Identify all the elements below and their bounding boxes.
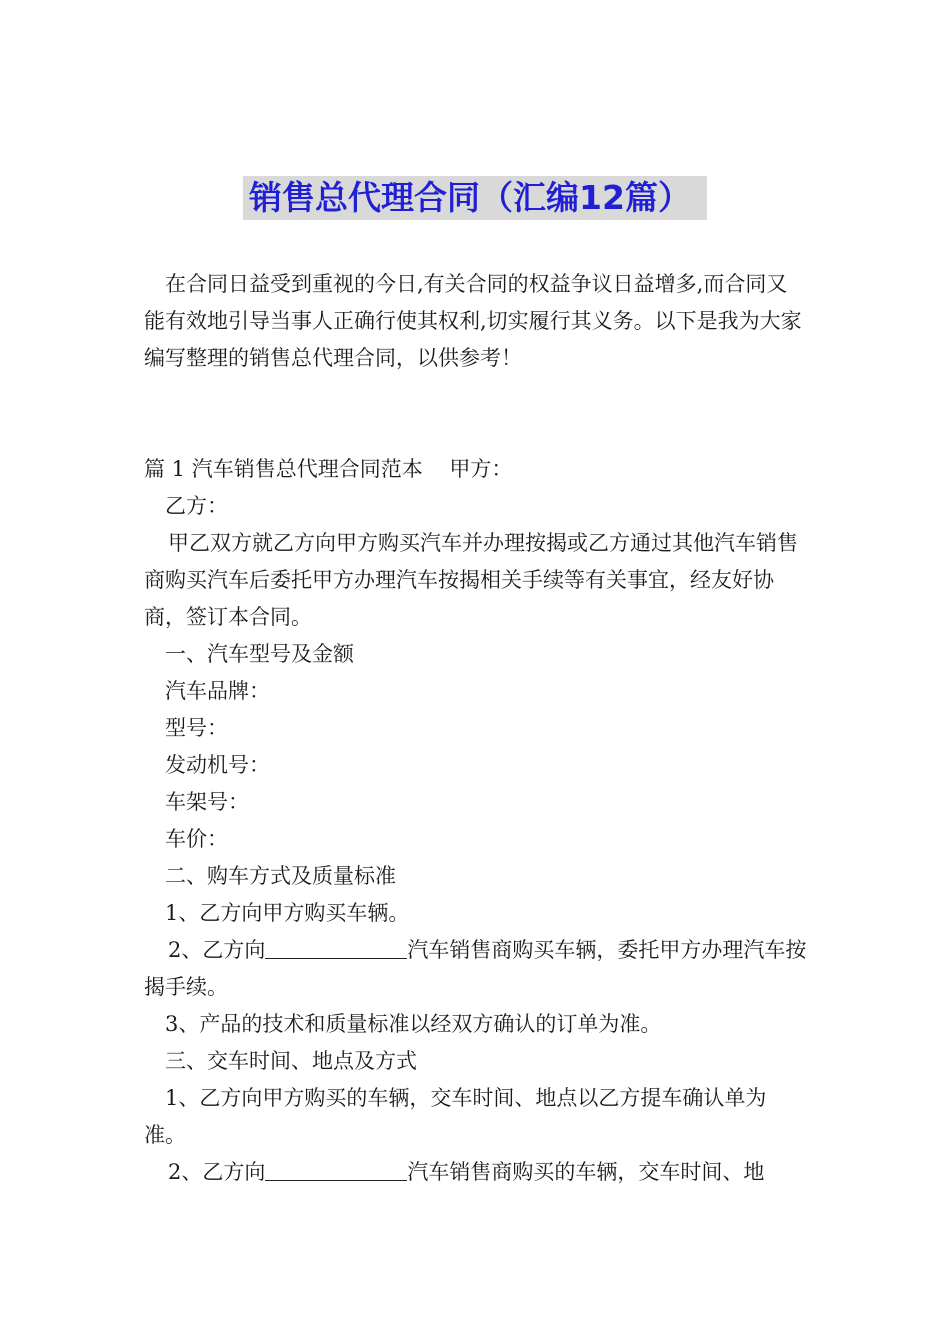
party-a-label: 甲方： — [449, 457, 513, 481]
intro-paragraph: 在合同日益受到重视的今日,有关合同的权益争议日益增多,而合同又能有效地引导当事人正确行使其权利,切实履行其义务。以下是我为大家编写整理的销售总代理合同，以供参考！ — [144, 272, 802, 370]
clause-2-item-2-prefix: 2、乙方向 — [168, 938, 266, 962]
party-b-label: 乙方： — [165, 494, 228, 518]
clause-2-item-2 — [144, 932, 808, 1006]
title-container — [0, 176, 950, 220]
clause-3-item-1: 1、乙方向甲方购买的车辆，交车时间、地点以乙方提车确认单为准。 — [144, 1086, 767, 1147]
field-price: 车价： — [165, 827, 228, 851]
section-1 — [144, 451, 808, 1191]
field-brand: 汽车品牌： — [165, 679, 270, 703]
section-heading — [144, 451, 808, 488]
clause-1-title: 一、汽车型号及金额 — [165, 642, 354, 666]
clause-3-item-2 — [144, 1154, 808, 1191]
section-title: 篇 1 汽车销售总代理合同范本 — [144, 457, 423, 481]
field-model: 型号： — [165, 716, 228, 740]
clause-3-item-2-suffix: 汽车销售商购买的车辆，交车时间、地 — [407, 1160, 765, 1184]
fill-in-blank — [265, 936, 407, 959]
clause-2-title: 二、购车方式及质量标准 — [165, 864, 396, 888]
clause-3-item-2-prefix: 2、乙方向 — [168, 1160, 266, 1184]
field-engine-number: 发动机号： — [165, 753, 270, 777]
document-title: 销售总代理合同（汇编12篇） — [243, 176, 707, 220]
clause-2-item-3: 3、产品的技术和质量标准以经双方确认的订单为准。 — [165, 1012, 662, 1036]
clause-3-title: 三、交车时间、地点及方式 — [165, 1049, 417, 1073]
intro-section — [144, 266, 808, 377]
clause-2-item-2-suffix: 汽车销售商购买车辆，委托甲方办理汽车按揭手续。 — [144, 938, 807, 999]
clause-2-item-1: 1、乙方向甲方购买车辆。 — [165, 901, 410, 925]
field-frame-number: 车架号： — [165, 790, 249, 814]
fill-in-blank — [265, 1158, 407, 1181]
preamble-paragraph: 甲乙双方就乙方向甲方购买汽车并办理按揭或乙方通过其他汽车销售商购买汽车后委托甲方办理汽车按揭相关手续等有关事宜，经友好协商，签订本合同。 — [144, 531, 798, 629]
